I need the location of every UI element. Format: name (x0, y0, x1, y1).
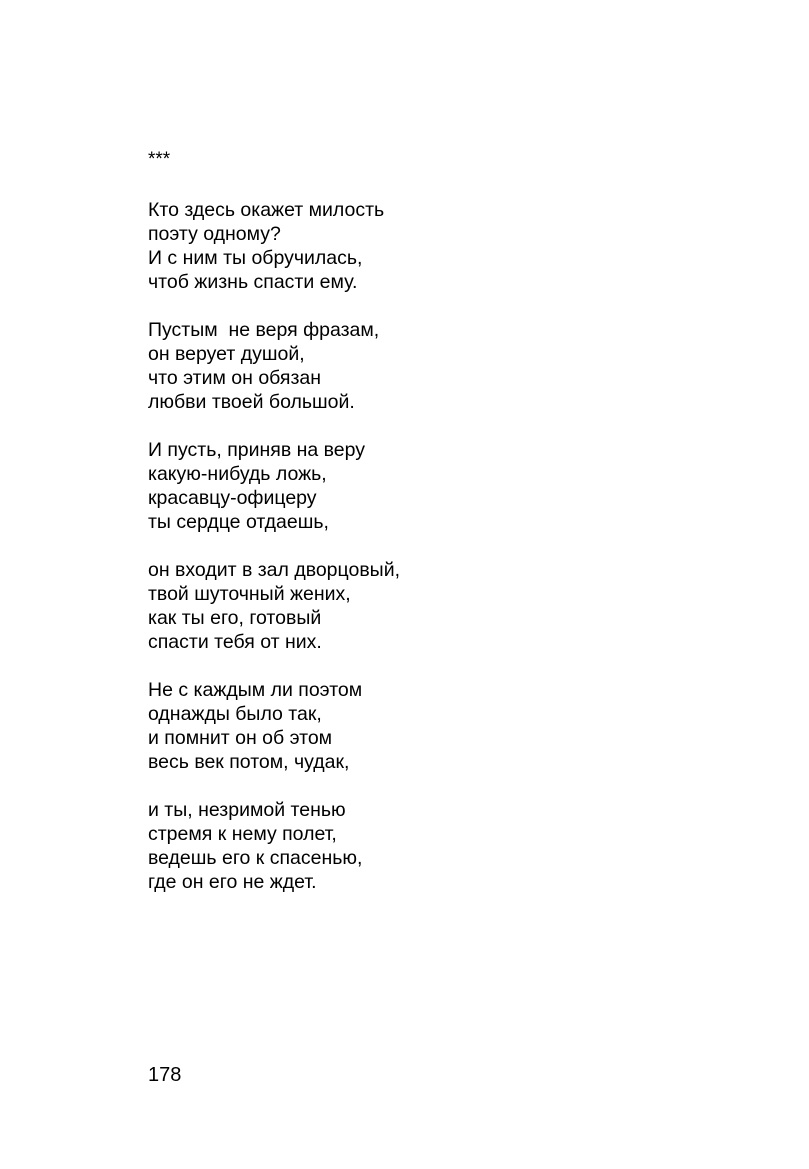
poem-line: и ты, незримой тенью (148, 799, 346, 821)
stanza-6 (148, 798, 748, 894)
poem-line: где он его не ждет. (148, 871, 317, 893)
poem-line: И с ним ты обручилась, (148, 247, 363, 269)
page-number: 178 (148, 1064, 182, 1086)
poem-line: красавцу-офицеру (148, 487, 317, 509)
poem-line: весь век потом, чудак, (148, 751, 350, 773)
poem-line: поэту одному? (148, 223, 281, 245)
poem-line: И пусть, приняв на веру (148, 439, 365, 461)
poem-line: ведешь его к спасенью, (148, 847, 363, 869)
poem-line: твой шуточный жених, (148, 583, 351, 605)
poem-line: Пустым не веря фразам, (148, 319, 380, 341)
poem-line: ты сердце отдаешь, (148, 511, 329, 533)
poem-line: что этим он обязан (148, 367, 322, 389)
poem-line: чтоб жизнь спасти ему. (148, 271, 358, 293)
poem-line: он входит в зал дворцовый, (148, 559, 401, 581)
poem-line: Кто здесь окажет милость (148, 199, 385, 221)
poem-separator: *** (148, 149, 171, 170)
poem (148, 150, 748, 894)
poem-line: он верует душой, (148, 343, 305, 365)
poem-line: стремя к нему полет, (148, 823, 337, 845)
stanza-5 (148, 678, 748, 774)
stanza-3 (148, 438, 748, 534)
poem-line: и помнит он об этом (148, 727, 333, 749)
poem-line: какую-нибудь ложь, (148, 463, 327, 485)
poem-line: однажды было так, (148, 703, 322, 725)
poem-line: как ты его, готовый (148, 607, 322, 629)
stanza-4 (148, 558, 748, 654)
poem-line: Не с каждым ли поэтом (148, 679, 363, 701)
poem-line: любви твоей большой. (148, 391, 355, 413)
stanza-1 (148, 198, 748, 294)
stanza-2 (148, 318, 748, 414)
poem-line: спасти тебя от них. (148, 631, 322, 653)
